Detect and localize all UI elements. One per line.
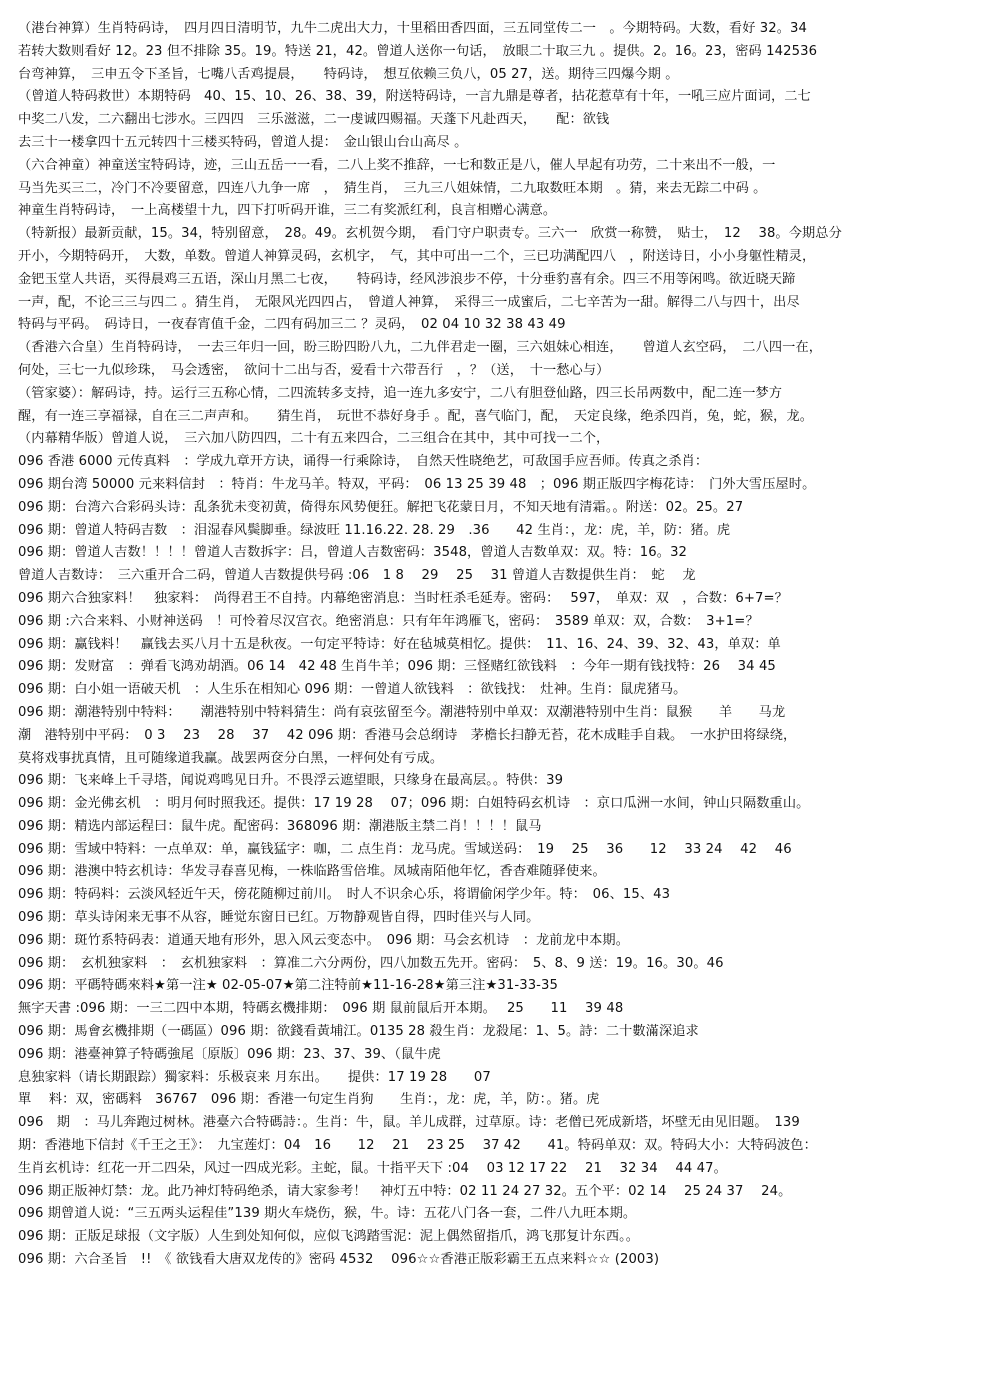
text-line: 096 期台湾 50000 元来料信封 ：特肖：牛龙马羊。特双，平码： 06 13 25 39 48 ；096 期正版四字梅花诗： 门外大雪压屋时。 bbox=[18, 476, 816, 492]
text-line: 096 香港 6000 元传真料 ：学成九章开方诀，诵得一行乘除诗， 自然天性晓绝艺，可敌国手应吾师。传真之杀肖： bbox=[18, 454, 709, 470]
text-line: 神童生肖特码诗， 一上高楼望十九，四下打听码开谁，三二有奖派红利，良言相赠心满意。 bbox=[18, 203, 557, 219]
text-line: （六合神童）神童送宝特码诗，迹，三山五岳一一看，二八上奖不推辞，一七和数正是八，催人早起有功劳，二十来出不一般，一 bbox=[18, 157, 776, 173]
text-line: 096 期：六合圣旨 !! 《 欲钱看大唐双龙传的》密码 4532 096☆☆香港正版彩霸王五点来料☆☆ (2003) bbox=[18, 1252, 660, 1268]
text-line: （特新报）最新贡献，15。34，特别留意， 28。49。玄机贺今期， 看门守户职责专。三六一 欣赏一称赞， 贴士， 12 38。今期总分 bbox=[18, 226, 842, 242]
text-line: 096 期： 玄机独家料 ： 玄机独家料 ：算准二六分两份，四八加数五先开。密码： 5、8、9 送：19。16。30。46 bbox=[18, 955, 724, 971]
text-line: 生肖玄机诗：红花一开二四朵，风过一四成光彩。主蛇，鼠。十指平天下 :04 03 12 17 22 21 32 34 44 47。 bbox=[18, 1160, 727, 1176]
text-line: 無字天書 :096 期：一三二四中本期，特碼玄機排期： 096 期 鼠前鼠后开本期。 25 11 39 48 bbox=[18, 1001, 624, 1017]
text-line: 096 期六合独家料！ 独家料： 尚得君王不自持。内幕绝密消息：当时枉杀毛延寿。密码： 597， 单双：双 ，合数：6+7=？ bbox=[18, 590, 788, 606]
text-line: 中奖二八发，二六翻出七涉水。三四四 三乐滋滋，二一虔诚四赐福。天蓬下凡赴西天， 配：欲钱 bbox=[18, 112, 610, 128]
text-line: 期：香港地下信封《千王之王》： 九宝莲灯：04 16 12 21 23 25 37 42 41。特码单双：双。特码大小：大特码波色： bbox=[18, 1138, 817, 1154]
text-line: 096 期：草头诗闲来无事不从容，睡觉东窗日已红。万物静观皆自得，四时佳兴与人同。 bbox=[18, 910, 540, 926]
text-line: 何处，三七一九似珍珠， 马会透密， 欲问十二出与否，爱看十六带吾行 ，？（送， 十一愁心与） bbox=[18, 362, 610, 378]
text-line: 096 期：馬會玄機排期（一碼區）096 期：欲錢看黃埔江。0135 28 殺生肖：龙殺尾：1、5。詩：二十數滿深追求 bbox=[18, 1024, 699, 1040]
text-line: 特码与平码。 码诗日，一夜春宵值千金，二四有码加三二 ？灵码， 02 04 10 32 38 43 49 bbox=[18, 317, 566, 333]
text-line: 096 期：雪域中特料：一点单双：单，赢钱猛字：咖，二 点生肖：龙马虎。雪域送码： 19 25 36 12 33 24 42 46 bbox=[18, 841, 792, 857]
text-line: 096 期 ：马儿奔跑过树林。港臺六合特碼詩：。生肖：牛，鼠。羊儿成群，过草原。诗：老僧已死成新塔，坏壁无由见旧题。 139 bbox=[18, 1115, 800, 1131]
text-line: 096 期：特码料：云淡风轻近午天，傍花随柳过前川。 时人不识余心乐，将谓偷闲学少年。特： 06、15、43 bbox=[18, 887, 671, 903]
text-line: 096 期：白小姐一语破天机 ：人生乐在相知心 096 期：一曾道人欲钱料 ：欲钱找： 灶神。生肖：鼠虎猪马。 bbox=[18, 682, 687, 698]
text-line: 马当先买三二，冷门不冷要留意，四连八九争一席 ， 猜生肖， 三九三八姐妹情，二九取数旺本期 。猜，来去无踪二中码 。 bbox=[18, 180, 767, 196]
text-line: 莫将戏事扰真情，且可随缘道我赢。战罢两奁分白黑，一枰何处有亏成。 bbox=[18, 750, 444, 766]
text-line: 一声，配，不论三三与四二 。猜生肖， 无限风光四四占， 曾道人神算， 采得三一成蜜后，二七辛苦为一甜。解得二八与四十，出尽 bbox=[18, 294, 800, 310]
text-line: 096 期：平碼特碼來料★第一注★ 02-05-07★第二注特前★11-16-28★第三注★31-33-35 bbox=[18, 978, 559, 994]
text-line: 开小，今期特码开， 大数，单数。曾道人神算灵码，玄机字， 气，其中可出一二个，三已功满配四八 ，附送诗日，小小身躯性精灵， bbox=[18, 248, 816, 264]
text-line: 台弯神算， 三申五令下圣旨，七嘴八舌鸡提晨， 特码诗， 想互依赖三负八，05 27，送。期待三四爆今期 。 bbox=[18, 66, 679, 82]
text-line: 曾道人吉数诗： 三六重开合二码，曾道人吉数提供号码 :06 1 8 29 25 31 曾道人吉数提供生肖： 蛇 龙 bbox=[18, 568, 696, 584]
text-line: （内幕精华版）曾道人说， 三六加八防四四，二十有五来四合，二三组合在其中，其中可找一二个， bbox=[18, 431, 610, 447]
text-line: 096 期：潮港特别中特料： 潮港特别中特料猜生：尚有哀弦留至今。潮港特别中单双：双潮港特别中生肖：鼠猴 羊 马龙 bbox=[18, 704, 786, 720]
text-line: 096 期：正版足球报（文字版）人生到处知何似，应似飞鸿踏雪泥：泥上偶然留指爪，鸿飞那复计东西。。 bbox=[18, 1229, 640, 1245]
text-line: （管家婆）：解码诗，持。运行三五称心情，二四流转多支持，追一连九多安宁，二八有胆登仙路，四三长吊两数中，配二连一梦方 bbox=[18, 385, 783, 401]
text-line: 096 期：曾道人吉数！！！！曾道人吉数拆字：吕，曾道人吉数密码：3548，曾道人吉数单双：双。特：16。32 bbox=[18, 545, 688, 561]
text-line: 096 期：曾道人特码吉数 ：泪湿春风鬓脚垂。绿波旺 11.16.22. 28. 29 .36 42 生肖：，龙：虎，羊，防：猪。虎 bbox=[18, 522, 731, 538]
text-line: 096 期：港澳中特玄机诗：华发寻春喜见梅，一株临路雪倍堆。凤城南陌他年忆，香杳难随驿使来。 bbox=[18, 864, 606, 880]
text-line: 潮 港特别中平码： 0 3 23 28 37 42 096 期：香港马会总纲诗 茅檐长扫静无苔，花木成畦手自栽。 一水护田将绿绕， bbox=[18, 727, 797, 743]
text-line: 096 期：港臺神算子特碼強尾〔原版〕096 期：23、37、39、（鼠牛虎 bbox=[18, 1046, 441, 1062]
text-line: （港台神算）生肖特码诗， 四月四日清明节，九牛二虎出大力，十里稻田香四面，三五同堂传二一 。今期特码。大数，看好 32。34 bbox=[18, 21, 808, 36]
text-line: 096 期：飞来峰上千寻塔，闻说鸡鸣见日升。不畏浮云遮望眼，只缘身在最高层。。特供：39 bbox=[18, 773, 564, 789]
text-line: （曾道人特码救世）本期特码 40、15、10、26、38、39，附送特码诗，一言九鼎是尊者，拈花惹草有十年，一吼三应片面词，二七 bbox=[18, 89, 811, 105]
text-line: 息独家料（请长期跟踪）獨家料：乐极哀来 月东出。 提供：17 19 28 07 bbox=[18, 1069, 491, 1085]
text-line: 096 期正版神灯禁：龙。此乃神灯特码绝杀，请大家参考！ 神灯五中特：02 11 24 27 32。五个平：02 14 25 24 37 24。 bbox=[18, 1183, 792, 1199]
text-line: 096 期：金光佛玄机 ：明月何时照我还。提供：17 19 28 07；096 期：白姐特码玄机诗 ：京口瓜洲一水间，钟山只隔数重山。 bbox=[18, 796, 810, 812]
text-line: 單 料：双，密碼料 36767 096 期：香港一句定生肖狗 生肖：，龙：虎，羊，防：。猪。虎 bbox=[18, 1092, 600, 1108]
text-line: 096 期 :六合来料、小财神送码 ！可怜着尽汉宫衣。绝密消息：只有年年鸿雁飞，密码： 3589 单双：双，合数： 3+1=？ bbox=[18, 613, 759, 629]
text-line: 096 期：台湾六合彩码头诗：乱条犹未变初黄，倚得东风势便狂。解把飞花蒙日月，不知天地有清霜。。附送：02。25。27 bbox=[18, 499, 744, 515]
text-line: 醒，有一连三享福禄，自在三二声声和。 猜生肖， 玩世不恭好身手 。配，喜气临门，配， 天定良缘，绝杀四肖，兔，蛇，猴，龙。 bbox=[18, 408, 814, 424]
text-line: 096 期曾道人说：“三五两头运程佳”139 期火车烧伤，猴，牛。诗：五花八门各一套，二件八九旺本期。 bbox=[18, 1206, 637, 1222]
text-line: 金钯玉堂人共语，买得晨鸡三五语，深山月黑二七夜， 特码诗，经风涉浪步不停，十分垂豹喜有余。四三不用等闲鸣。欲近晓天蹄 bbox=[18, 271, 796, 287]
text-line: 096 期：精选内部运程曰：鼠牛虎。配密码：368096 期：潮港版主禁二肖！！！！鼠马 bbox=[18, 818, 542, 834]
text-line: （香港六合皇）生肖特码诗， 一去三年归一回，盼三盼四盼八九，二九伴君走一圈，三六姐妹心相连， 曾道人玄空码， 二八四一在， bbox=[18, 340, 823, 356]
text-line: 去三十一楼拿四十五元转四十三楼买特码，曾道人提： 金山银山台山高尽 。 bbox=[18, 134, 468, 150]
text-line: 若转大数则看好 12。23 但不排除 35。19。特送 21，42。曾道人送你一句话， 放眼二十取三九 。提供。2。16。23，密码 142536 bbox=[18, 43, 818, 59]
text-line: 096 期：斑竹系特码表：道通天地有形外，思入风云变态中。 096 期：马会玄机诗 ：龙前龙中本期。 bbox=[18, 932, 629, 948]
text-line: 096 期：发财富 ：弹看飞鸿劝胡酒。06 14 42 48 生肖牛羊；096 期：三怪赌红欲钱料 ：今年一期有钱找特：26 34 45 bbox=[18, 659, 776, 675]
text-line: 096 期：赢钱料！ 赢钱去买八月十五是秋夜。一句定平特诗：好在毡城莫相忆。提供： 11、16、24、39、32、43，单双：单 bbox=[18, 636, 781, 652]
